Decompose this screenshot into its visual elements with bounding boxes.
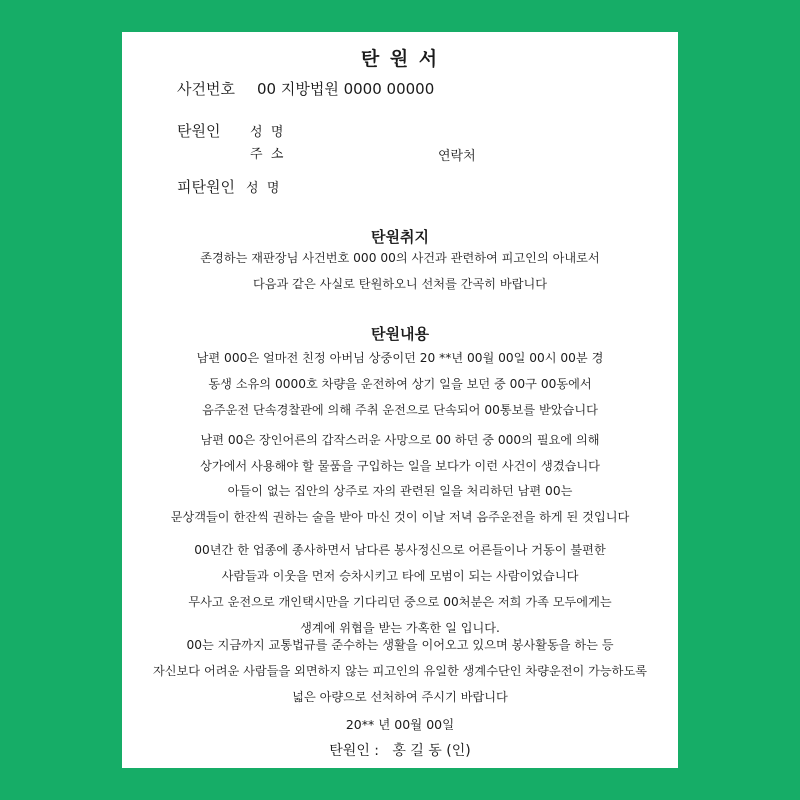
- purpose-paragraph: [122, 245, 678, 297]
- content-line: 무사고 운전으로 개인택시만을 기다리던 중으로 00처분은 저희 가족 모두에게는: [188, 595, 612, 609]
- content-line: 문상객들이 한잔씩 권하는 술을 받아 마신 것이 이날 저녁 음주운전을 하게 된 것입니다: [170, 510, 630, 524]
- content-line: 동생 소유의 0000호 차량을 운전하여 상기 일을 보던 중 00구 00동에서: [208, 377, 592, 391]
- petitioner-signature: 탄원인 : 홍 길 동 (인): [329, 743, 471, 759]
- content-line: 00는 지금까지 교통법규를 준수하는 생활을 이어오고 있으며 봉사활동을 하는 등: [186, 638, 614, 652]
- content-paragraph-1: [122, 345, 678, 423]
- content-line: 남편 00은 장인어른의 갑작스러운 사망으로 00 하던 중 000의 필요에 의해: [200, 433, 600, 447]
- purpose-line: 다음과 같은 사실로 탄원하오니 선처를 간곡히 바랍니다: [252, 277, 548, 291]
- content-line: 사람들과 이웃을 먼저 승차시키고 타에 모범이 되는 사람이었습니다: [221, 569, 579, 583]
- petitioner-name-label: 성 명: [250, 125, 284, 140]
- respondent-label: 피탄원인: [177, 178, 235, 196]
- content-paragraph-4: [122, 537, 678, 641]
- content-line: 생계에 위협을 받는 가혹한 일 입니다.: [300, 621, 500, 635]
- petitioner-label: 탄원인: [177, 122, 221, 140]
- content-line: 00년간 한 업종에 종사하면서 남다른 봉사정신으로 어른들이나 거동이 불편한: [194, 543, 606, 557]
- content-heading: 탄원내용: [371, 325, 429, 343]
- content-line: 음주운전 단속경찰관에 의해 주취 운전으로 단속되어 00통보를 받았습니다: [202, 403, 598, 417]
- content-line: 넓은 아량으로 선처하여 주시기 바랍니다: [292, 690, 508, 704]
- document-title: 탄 원 서: [360, 48, 440, 70]
- purpose-heading: 탄원취지: [371, 228, 429, 246]
- content-paragraph-3: [122, 478, 678, 530]
- case-number-value: 00 지방법원 0000 00000: [257, 80, 435, 98]
- respondent-name-label: 성 명: [246, 181, 280, 196]
- content-line: 아들이 없는 집안의 상주로 자의 관련된 일을 처리하던 남편 00는: [227, 484, 573, 498]
- content-line: 자신보다 어려운 사람들을 외면하지 않는 피고인의 유일한 생계수단인 차량운전이 가능하도록: [152, 664, 648, 678]
- petition-document: [122, 32, 678, 768]
- content-paragraph-2: [122, 427, 678, 479]
- case-number-label: 사건번호: [177, 80, 235, 98]
- content-paragraph-5: [122, 632, 678, 710]
- content-line: 상가에서 사용해야 할 물품을 구입하는 일을 보다가 이런 사건이 생겼습니다: [200, 459, 600, 473]
- petitioner-address-label: 주 소: [250, 147, 284, 162]
- purpose-line: 존경하는 재판장님 사건번호 000 00의 사건과 관련하여 피고인의 아내로서: [200, 251, 600, 265]
- petition-date: 20** 년 00월 00일: [345, 717, 455, 732]
- content-line: 남편 000은 얼마전 친정 아버님 상중이던 20 **년 00월 00일 00시 00분 경: [196, 351, 604, 365]
- petitioner-contact-label: 연락처: [438, 149, 476, 164]
